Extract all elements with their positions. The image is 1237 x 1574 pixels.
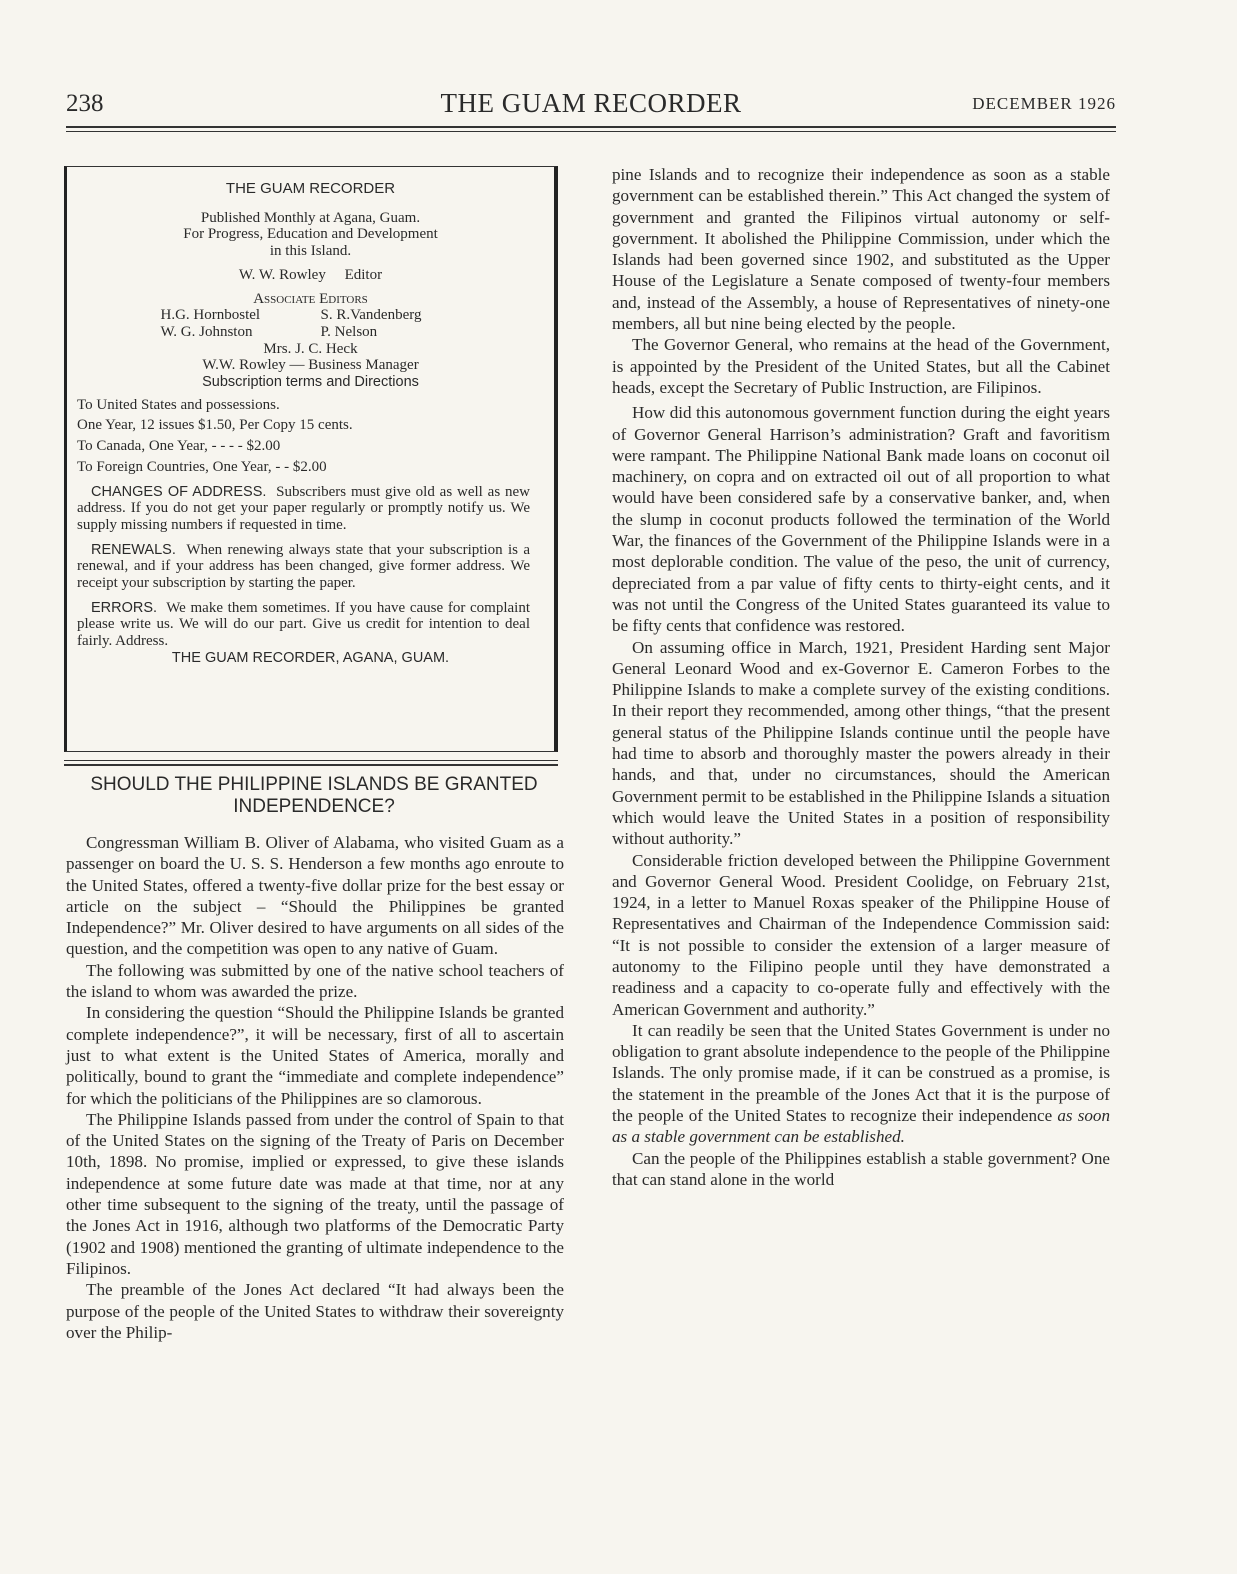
changes-label: CHANGES OF ADDRESS. xyxy=(91,483,267,500)
editor-line xyxy=(91,267,530,284)
paragraph: In considering the question “Should the Philippine Islands be granted complete independence?”, it will be necessary, first of all to ascertain just to what extent is the United States of America, morally and politically, bound to grant the “immediate and complete independence” for which the politicians of the Philippines are so clamorous. xyxy=(66,1003,564,1108)
renewals-text: When renewing always state that your subscription is a renewal, and if your address has been changed, give former address. We receipt your subscription by starting the paper. xyxy=(77,541,531,592)
paragraph: Can the people of the Philippines establish a stable government? One that can stand alone in the world xyxy=(612,1148,1110,1189)
headline-line-2: INDEPENDENCE? xyxy=(233,796,395,817)
paragraph xyxy=(612,1020,1110,1148)
box-rule-thick xyxy=(64,764,558,766)
associate-editor: W. G. Johnston xyxy=(160,323,253,340)
subscription-heading: Subscription terms and Directions xyxy=(202,374,419,391)
associate-editor: S. R.Vandenberg xyxy=(320,307,422,324)
paragraph: On assuming office in March, 1921, President Harding sent Major General Leonard Wood and ex-Governor E. Cameron Forbes to the Philippine Islands to make a complete survey of the existing conditions. In their report they recommended, among other things, “that the present general status of the Philippine Islands continue until the people have had time to absorb and thoroughly master the powers already in their hands, and that, under no circumstances, should the American Government permit to be established in the Philippine Islands a situation which would leave the United States in a position of responsibility without authority.” xyxy=(612,637,1110,849)
paragraph: The preamble of the Jones Act declared “It had always been the purpose of the people of the United States to withdraw their sovereignty over the Philip- xyxy=(66,1280,564,1342)
paragraph: The Philippine Islands passed from under the control of Spain to that of the United States on the signing of the Treaty of Paris on December 10th, 1898. No promise, implied or expressed, to give these islands independence at some future date was made at that time, nor at any other time subsequent to the signing of the treaty, until the passage of the Jones Act in 1916, although two platforms of the Democratic Party (1902 and 1908) mentioned the granting of ultimate independence to the Filipinos. xyxy=(66,1109,564,1278)
headline-line-1: SHOULD THE PHILIPPINE ISLANDS BE GRANTED xyxy=(90,774,538,795)
renewals xyxy=(77,542,530,592)
associate-editor: P. Nelson xyxy=(320,323,378,340)
masthead-name: THE GUAM RECORDER xyxy=(225,180,396,197)
paragraph: pine Islands and to recognize their independence as soon as a stable government can be established therein.” This Act changed the system of government and granted the Filipinos virtual autonomy or self-government. It abolished the Philippine Commission, under which the Islands had been governed since 1902, and substituted as the Upper House of the Legislature a Senate composed of twenty-four members and, instead of the Assembly, a house of Representatives of ninety-one members, all but nine being elected by the people. xyxy=(612,165,1110,334)
paragraph: Considerable friction developed between the Philippine Government and Governor General Wood. President Coolidge, on February 21st, 1924, in a letter to Manuel Roxas speaker of the Philippine House of Representatives and Chairman of the Independence Commission said: “It is not possible to consider the extension of a larger measure of autonomy to the Filipino people until they have demonstrated a readiness and a capacity to co-operate fully and effectively with the American Government and authority.” xyxy=(612,850,1110,1019)
masthead-line3: in this Island. xyxy=(269,243,352,260)
page-number: 238 xyxy=(66,90,104,117)
editor-role: Editor xyxy=(344,266,383,283)
changes-of-address xyxy=(77,484,530,534)
left-column-text xyxy=(66,832,564,1343)
page-header xyxy=(66,86,1116,122)
header-rule xyxy=(66,126,1116,128)
masthead-line2: For Progress, Education and Development xyxy=(183,226,438,243)
masthead-address: THE GUAM RECORDER, AGANA, GUAM. xyxy=(171,649,450,666)
editor-name: W. W. Rowley xyxy=(238,266,326,283)
subscription-line: To Canada, One Year, - - - - $2.00 xyxy=(77,438,281,455)
paragraph: How did this autonomous government function during the eight years of Governor General Harrison’s administration? Graft and favoritism were rampant. The Philippine National Bank made loans on coconut oil machinery, on copra and on extracted oil out of all proportion to what would have been considered safe by a conservative banker, and, when the slump in coconut products followed the termination of the World War, the finances of the Government of the Philippine Islands were in a most deplorable condition. The value of the peso, the unit of currency, depreciated from a par value of fifty cents to thirty-eight cents, and it was not until the Congress of the United States guaranteed its value to be fifty cents that confidence was restored. xyxy=(612,403,1110,636)
associate-editor: H.G. Hornbostel xyxy=(160,307,261,324)
issue-date: DECEMBER 1926 xyxy=(972,94,1116,113)
associate-editor: Mrs. J. C. Heck xyxy=(263,340,358,357)
errors-text: We make them sometimes. If you have cause for complaint please write us. We will do our part. Give us credit for intention to deal fairly. Address. xyxy=(77,599,531,650)
paragraph: The Governor General, who remains at the head of the Government, is appointed by the President of the United States, but all the Cabinet heads, except the Secretary of Public Instruction, are Filipinos. xyxy=(612,335,1110,397)
subscription-line: To Foreign Countries, One Year, - - $2.00 xyxy=(77,458,327,475)
paragraph: The following was submitted by one of the native school teachers of the island to whom was awarded the prize. xyxy=(66,960,564,1002)
paragraph: Congressman William B. Oliver of Alabama, who visited Guam as a passenger on board the U. S. S. Henderson a few months ago enroute to the United States, offered a twenty-five dollar prize for the best essay or article on the subject – “Should the Philippines be granted Independence?” Mr. Oliver desired to have arguments on all sides of the question, and the competition was open to any native of Guam. xyxy=(66,833,564,959)
article-headline xyxy=(66,774,562,818)
errors-label: ERRORS. xyxy=(91,599,158,616)
masthead-line1: Published Monthly at Agana, Guam. xyxy=(200,209,421,226)
associate-row-2 xyxy=(91,324,530,341)
right-column-text xyxy=(612,164,1110,1190)
publication-title: THE GUAM RECORDER xyxy=(440,88,742,118)
masthead-box xyxy=(64,166,558,752)
business-manager: W.W. Rowley — Business Manager xyxy=(202,357,419,374)
subscription-line: To United States and possessions. xyxy=(77,396,280,413)
associate-editors-label: Associate Editors xyxy=(253,290,368,307)
associate-row-1 xyxy=(91,307,530,324)
errors xyxy=(77,600,530,650)
renewals-label: RENEWALS. xyxy=(91,541,176,558)
subscription-line: One Year, 12 issues $1.50, Per Copy 15 cents. xyxy=(77,417,353,434)
box-rule xyxy=(64,760,558,761)
changes-text: Subscribers must give old as well as new address. If you do not get your paper regularly or promptly notify us. We supply missing numbers if requested in time. xyxy=(77,483,531,533)
paragraph-text: It can readily be seen that the United States Government is under no obligation to grant absolute independence to the people of the Philippine Islands. The only promise made, if it can be construed as a promise, is the statement in the preamble of the Jones Act that it is the purpose of the people of the United States to recognize their independence xyxy=(612,1020,1110,1126)
header-rule-thin xyxy=(66,131,1116,132)
italic-phrase: as soon as a stable government can be established. xyxy=(612,1106,1111,1147)
